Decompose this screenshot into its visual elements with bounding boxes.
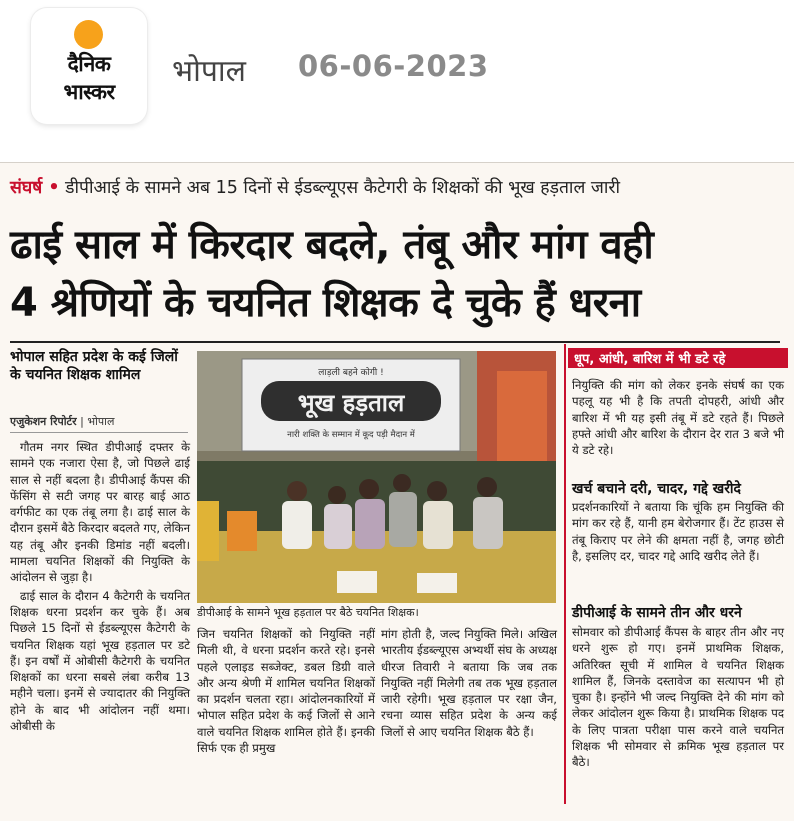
paragraph-1: गौतम नगर स्थित डीपीआई दफ्तर के सामने एक नजारा ऐसा है, जो पिछले ढाई साल से नहीं बदला है। डीपीआई कैंपस की फेंसिंग से सटी जगह पर बारह बाई आठ वर्गफीट का एक तंबू लगा है। ढाई साल के दौरान इसमें बैठे किरदार बदलते गए, लेकिन यह तंबू और इनकी डिमांड नहीं बदली। मामला चयनित शिक्षकों की नियुक्ति के आंदोलन से जुड़ा है। bbox=[10, 440, 190, 585]
byline-rule bbox=[10, 432, 188, 433]
kicker-text: डीपीआई के सामने अब 15 दिनों से ईडब्ल्यूएस कैटेगरी के शिक्षकों की भूख हड़ताल जारी bbox=[65, 178, 621, 198]
article-subhead: भोपाल सहित प्रदेश के कई जिलों के चयनित शिक्षक शामिल bbox=[10, 349, 178, 383]
paragraph-3: जिन चयनित शिक्षकों को नियुक्ति नहीं मिली थी, वे धरना प्रदर्शन करते रहे। इनसे पहले एलाइड सब्जेक्ट, डबल डिग्री वाले और अन्य श्रेणी में शामिल चयनित शिक्षकों का प्रदर्शन चलता रहा। आंदोलनकारियों में भोपाल सहित प्रदेश के कई जिलों से आने वाले चयनित शिक्षक शामिल होते हैं। इनकी सिर्फ एक ही प्रमुख bbox=[197, 627, 375, 756]
edition-city: भोपाल bbox=[172, 54, 247, 89]
headline-line1: ढाई साल में किरदार बदले, तंबू और मांग वही bbox=[10, 222, 654, 268]
logo-text-line2: भास्कर bbox=[63, 80, 115, 104]
byline-city: भोपाल bbox=[87, 415, 115, 428]
article-column-2 bbox=[197, 626, 375, 756]
byline-separator: | bbox=[80, 415, 88, 428]
banner bbox=[242, 359, 460, 451]
paragraph-2: ढाई साल के दौरान 4 कैटेगरी के चयनित शिक्षक धरना प्रदर्शन कर चुके हैं। अब पिछले 15 दिनों से ईडब्ल्यूएस कैटेगरी के चयनित शिक्षक यहां भूख हड़ताल पर डटे हैं। इन वर्षों में ओबीसी कैटेगरी के चयनित शिक्षकों का धरना सबसे लंबा करीब 13 महीने चला। इनमें से ज्यादातर की नियुक्ति होने के बाद भी आंदोलन नहीं थमा। ओबीसी के bbox=[10, 588, 190, 734]
headline-line2: 4 श्रेणियों के चयनित शिक्षक दे चुके हैं धरना bbox=[10, 280, 641, 326]
sun-icon bbox=[74, 20, 103, 49]
headline-rule bbox=[10, 341, 780, 343]
newspaper-clipping bbox=[0, 162, 794, 821]
byline bbox=[10, 414, 114, 429]
sidebar-rule bbox=[564, 344, 566, 804]
sidebar-subhead-3: डीपीआई के सामने तीन और धरने bbox=[572, 605, 742, 621]
photo-caption: डीपीआई के सामने भूख हड़ताल पर बैठे चयनित शिक्षक। bbox=[197, 606, 419, 619]
dainik-bhaskar-logo[interactable] bbox=[31, 8, 147, 124]
banner-top-text: लाड़ली बहने कोगी ! bbox=[318, 368, 384, 378]
hunger-strike-photo-illustration bbox=[197, 351, 556, 603]
edition-date: 06-06-2023 bbox=[298, 49, 489, 83]
kicker-tag: संघर्ष • bbox=[10, 178, 60, 198]
byline-reporter: एजुकेशन रिपोर्टर bbox=[10, 415, 77, 428]
sidebar-paragraph-1: नियुक्ति की मांग को लेकर इनके संघर्ष का एक पहलू यह भी है कि तपती दोपहरी, आंधी और बारिश में भी यह इसी तंबू में डटे रहते हैं। पिछले हफ्ते आंधी और बारिश के दौरान देर रात 3 बजे भी ये डटे रहे। bbox=[572, 378, 784, 458]
banner-sub-text: नारी शक्ति के सम्मान में कूद पड़ी मैदान में bbox=[287, 430, 415, 440]
kicker bbox=[10, 175, 620, 199]
banner-main-text: भूख हड़ताल bbox=[297, 389, 405, 417]
logo-text-line1: दैनिक bbox=[67, 52, 111, 76]
sidebar-paragraph-2: प्रदर्शनकारियों ने बताया कि चूंकि हम नियुक्ति की मांग कर रहे हैं, यानी हम बेरोजगार हैं। टेंट हाउस से तंबू किराए पर लेने की क्षमता नहीं है, जगह छोटी है, इसलिए दर, चादर गद्दे आदि खरीद लेते हैं। bbox=[572, 500, 784, 563]
sidebar-subhead-2: खर्च बचाने दरी, चादर, गद्दे खरीदे bbox=[572, 481, 741, 497]
sidebar-paragraph-3: सोमवार को डीपीआई कैंपस के बाहर तीन और नए धरने शुरू हो गए। इनमें प्राथमिक शिक्षक, अतिरिक्त सूची में शामिल वे चयनित शिक्षक शामिल हैं, जिनके दस्तावेज का सत्यापन भी हो चुका है। इन्होंने भी जल्द नियुक्ति देने की मांग को लेकर आंदोलन शुरू किया है। प्राथमिक शिक्षक पद के लिए पात्रता परीक्षा पास करने वाले चयनित शिक्षक भी सोमवार से क्रमिक भूख हड़ताल पर बैठे। bbox=[572, 625, 784, 770]
sidebar-heading: धूप, आंधी, बारिश में भी डटे रहे bbox=[568, 348, 788, 368]
app-header bbox=[0, 0, 794, 162]
article-column-3 bbox=[381, 626, 557, 740]
paragraph-4: मांग होती है, जल्द नियुक्ति मिले। अखिल भारतीय ईडब्ल्यूएस अभ्यर्थी संघ के अध्यक्ष धीरज तिवारी ने बताया कि जब तक नियुक्ति नहीं मिलेगी तब तक भूख हड़ताल जारी रहेगी। भूख हड़ताल पर रक्षा जैन, रचना व्यास सहित प्रदेश के अन्य कई जिलों से आए चयनित शिक्षक बैठे हैं। bbox=[381, 627, 557, 739]
article-column-1 bbox=[10, 439, 190, 734]
news-photo bbox=[197, 351, 556, 603]
